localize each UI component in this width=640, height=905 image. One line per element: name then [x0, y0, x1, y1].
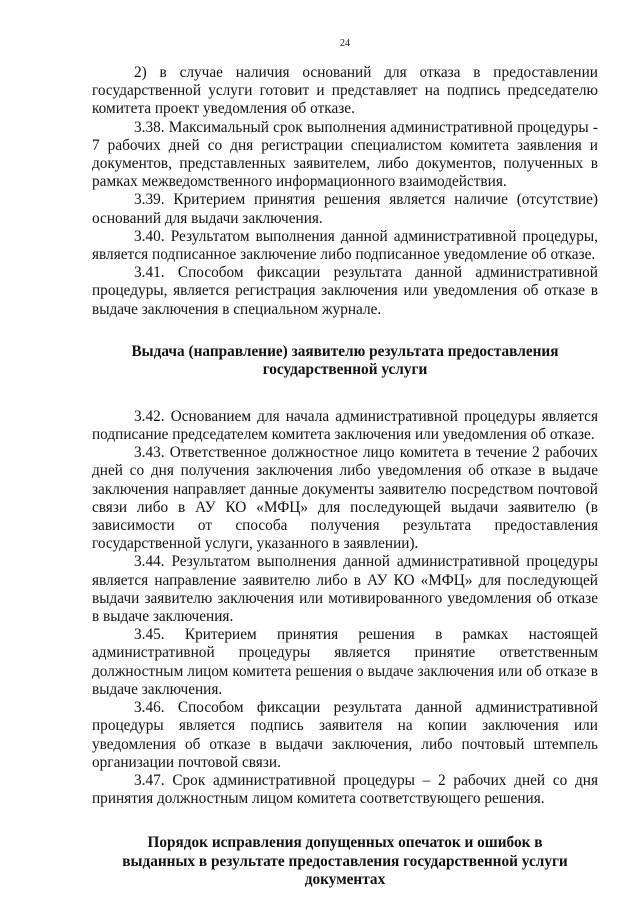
section-heading-corrections [92, 834, 598, 890]
page-number: 24 [340, 38, 350, 49]
paragraph-3-38: 3.38. Максимальный срок выполнения административной процедуры - 7 рабочих дней со дня регистрации специалистом комитета заявления и документов, представленных заявителем, либо документов, полученных в рамках межведомственного информационного взаимодействия. [92, 118, 598, 191]
heading-line: Порядок исправления допущенных опечаток и ошибок в [147, 834, 543, 852]
spacer [92, 808, 598, 834]
paragraph-3-46: 3.46. Способом фиксации результата данной административной процедуры является подпись заявителя на копии заключения или уведомления об отказе в выдачи заключения, либо почтовый штемпель организации почтовой связи. [92, 699, 598, 771]
section-heading-issuance [92, 343, 598, 380]
paragraph-item-2: 2) в случае наличия оснований для отказа в предоставлении государственной услуги готовит и представляет на подпись председателю комитета проект уведомления об отказе. [92, 64, 598, 118]
heading-line: документах [304, 871, 386, 889]
paragraph-3-44: 3.44. Результатом выполнения данной административной процедуры является направление заявителю либо в АУ КО «МФЦ» для последующей выдачи заявителю заключения или мотивированного уведомления об отказе в выдаче заключения. [92, 553, 598, 626]
heading-line: Выдача (направление) заявителю результата предоставления [131, 342, 559, 360]
paragraph-3-43: 3.43. Ответственное должностное лицо комитета в течение 2 рабочих дней со дня получения заключения либо уведомления об отказе в выдаче заключения направляет данные документы заявителю посредством почтовой связи либо в АУ КО «МФЦ» для последующей выдачи заявителю (в зависимости от способа получения результата предоставления государственной услуги, указанного в заявлении). [92, 444, 598, 553]
paragraph-3-39: 3.39. Критерием принятия решения является наличие (отсутствие) оснований для выдачи заключения. [92, 191, 598, 227]
paragraph-3-40: 3.40. Результатом выполнения данной административной процедуры, является подписанное заключение либо подписанное уведомление об отказе. [92, 227, 598, 264]
paragraph-3-42: 3.42. Основанием для начала административной процедуры является подписание председателем комитета заключения или уведомления об отказе. [92, 407, 598, 444]
paragraph-3-47: 3.47. Срок административной процедуры – 2 рабочих дней со дня принятия должностным лицом комитета соответствующего решения. [92, 771, 598, 808]
spacer [92, 380, 598, 408]
paragraph-3-41: 3.41. Способом фиксации результата данной административной процедуры, является регистрация заключения или уведомления об отказе в выдаче заключения в специальном журнале. [92, 264, 598, 318]
heading-line: государственной услуги [262, 361, 428, 379]
spacer [92, 319, 598, 343]
paragraph-3-45: 3.45. Критерием принятия решения в рамках настоящей административной процедуры является принятие ответственным должностным лицом комитета решения о выдаче заключения или об отказе в выдаче заключения. [92, 626, 598, 698]
heading-line: выданных в результате предоставления государственной услуги [122, 852, 568, 870]
